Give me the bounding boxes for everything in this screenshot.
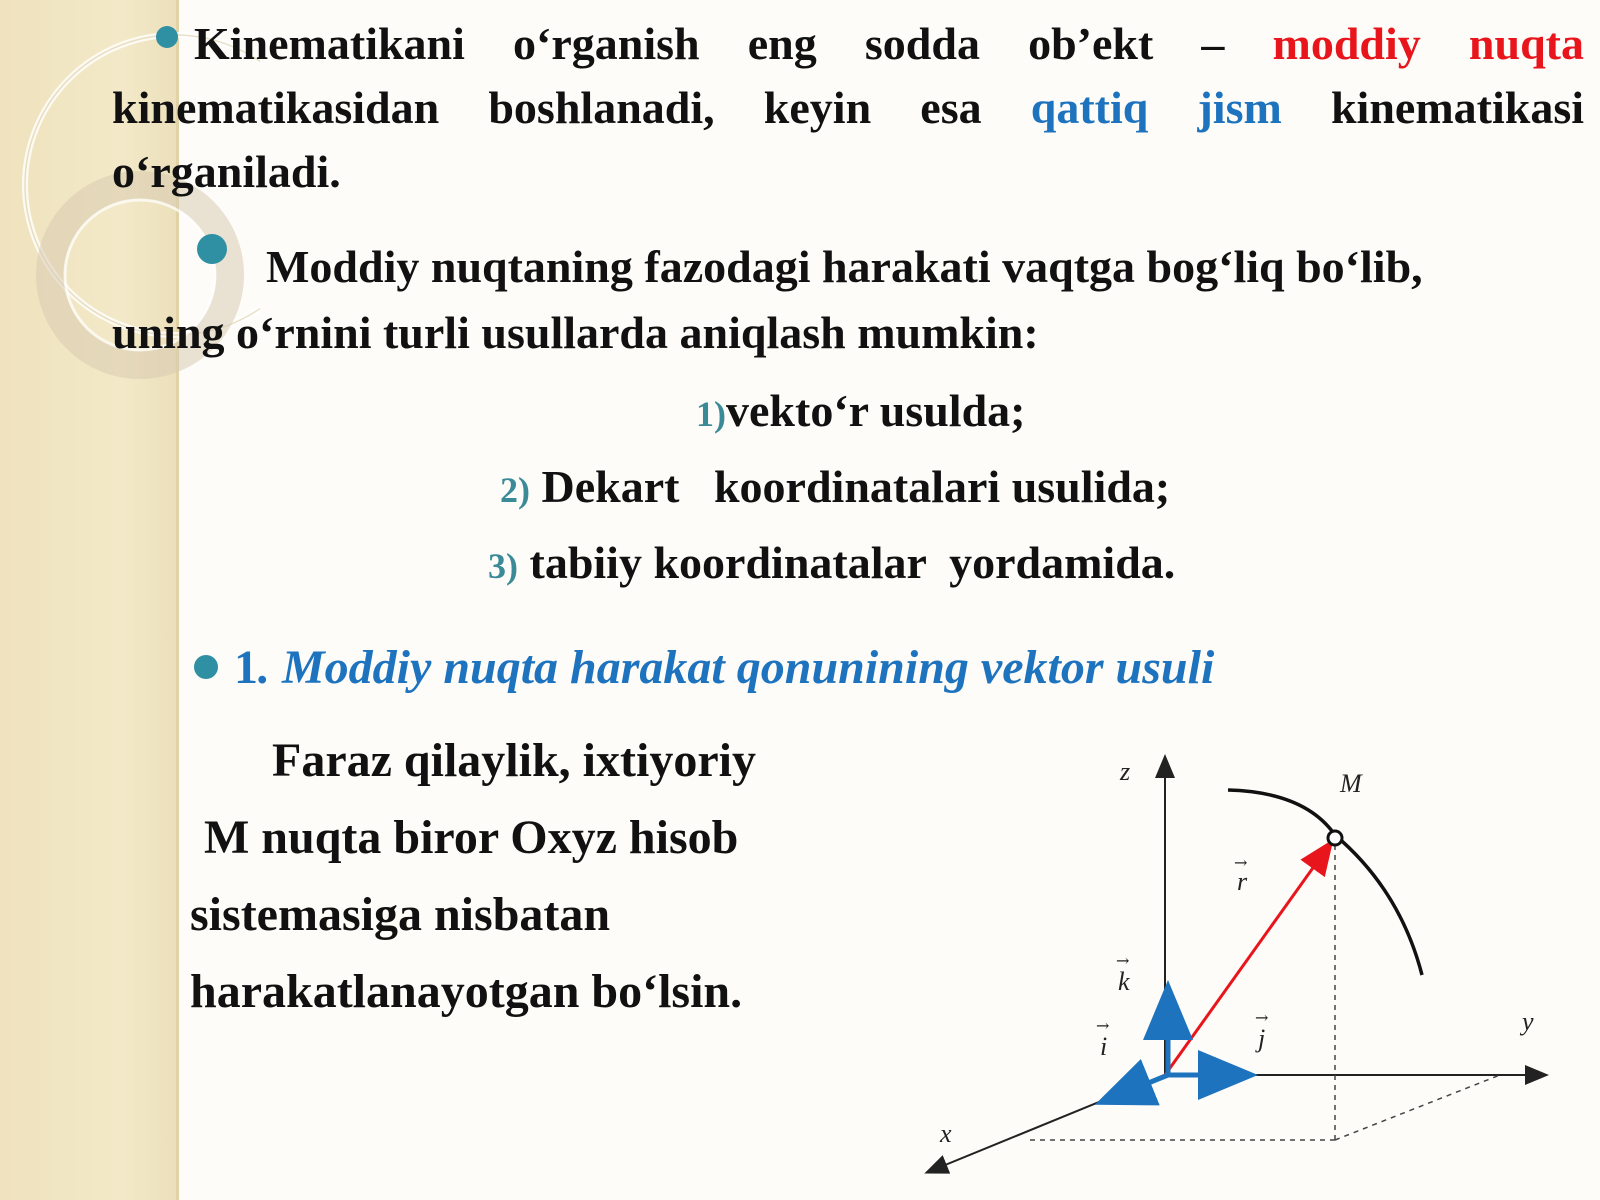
projection-line <box>1335 1075 1500 1140</box>
coordinate-diagram <box>900 750 1560 1190</box>
label-y: y <box>1522 1007 1534 1036</box>
svg-text:i: i <box>1100 1032 1108 1061</box>
radius-vector <box>1165 844 1330 1075</box>
intro-paragraph: Kinematikani o‘rganish eng sodda ob’ekt – moddiy nuqta kinematikasidan boshlanadi, keyin esa qattiq jism kinematikasi o‘rganiladi. <box>112 18 1585 197</box>
method-item-natural: 3) tabiiy koordinatalar yordamida. <box>488 537 1176 588</box>
section-heading: 1. Moddiy nuqta harakat qonunining vektor usuli <box>234 641 1215 694</box>
method-item-cartesian: 2) Dekart koordinatalari usulida; <box>500 461 1171 512</box>
svg-text:→: → <box>1255 1008 1269 1027</box>
label-m: M <box>1340 769 1362 798</box>
unit-vector-i <box>1104 1075 1168 1101</box>
bullet-icon <box>194 655 218 679</box>
label-z: z <box>1120 757 1131 786</box>
highlight-rigid-body: qattiq jism <box>1030 82 1282 133</box>
bullet-icon <box>156 26 178 48</box>
label-x: x <box>940 1119 952 1148</box>
svg-text:→: → <box>1116 951 1130 970</box>
label-r <box>1234 853 1248 896</box>
svg-text:→: → <box>1234 853 1248 872</box>
label-i <box>1096 1016 1109 1061</box>
label-k <box>1116 951 1130 996</box>
label-j <box>1255 1008 1268 1053</box>
method-item-vector: 1)vekto‘r usulda; <box>696 385 1026 436</box>
svg-text:j: j <box>1258 1024 1266 1053</box>
svg-text:k: k <box>1118 967 1130 996</box>
svg-text:r: r <box>1237 867 1248 896</box>
assumption-text: Faraz qilaylik, ixtiyoriy M nuqta biror Oxyz hisob sistemasiga nisbatan harakatlanayotgan bo‘lsin. <box>190 734 756 1018</box>
motion-paragraph: Moddiy nuqtaning fazodagi harakati vaqtga bog‘liq bo‘lib, uning o‘rnini turli usullarda aniqlash mumkin: <box>112 241 1423 358</box>
svg-text:→: → <box>1096 1016 1110 1035</box>
point-m-marker <box>1328 831 1342 845</box>
highlight-material-point: moddiy nuqta <box>1272 18 1584 69</box>
